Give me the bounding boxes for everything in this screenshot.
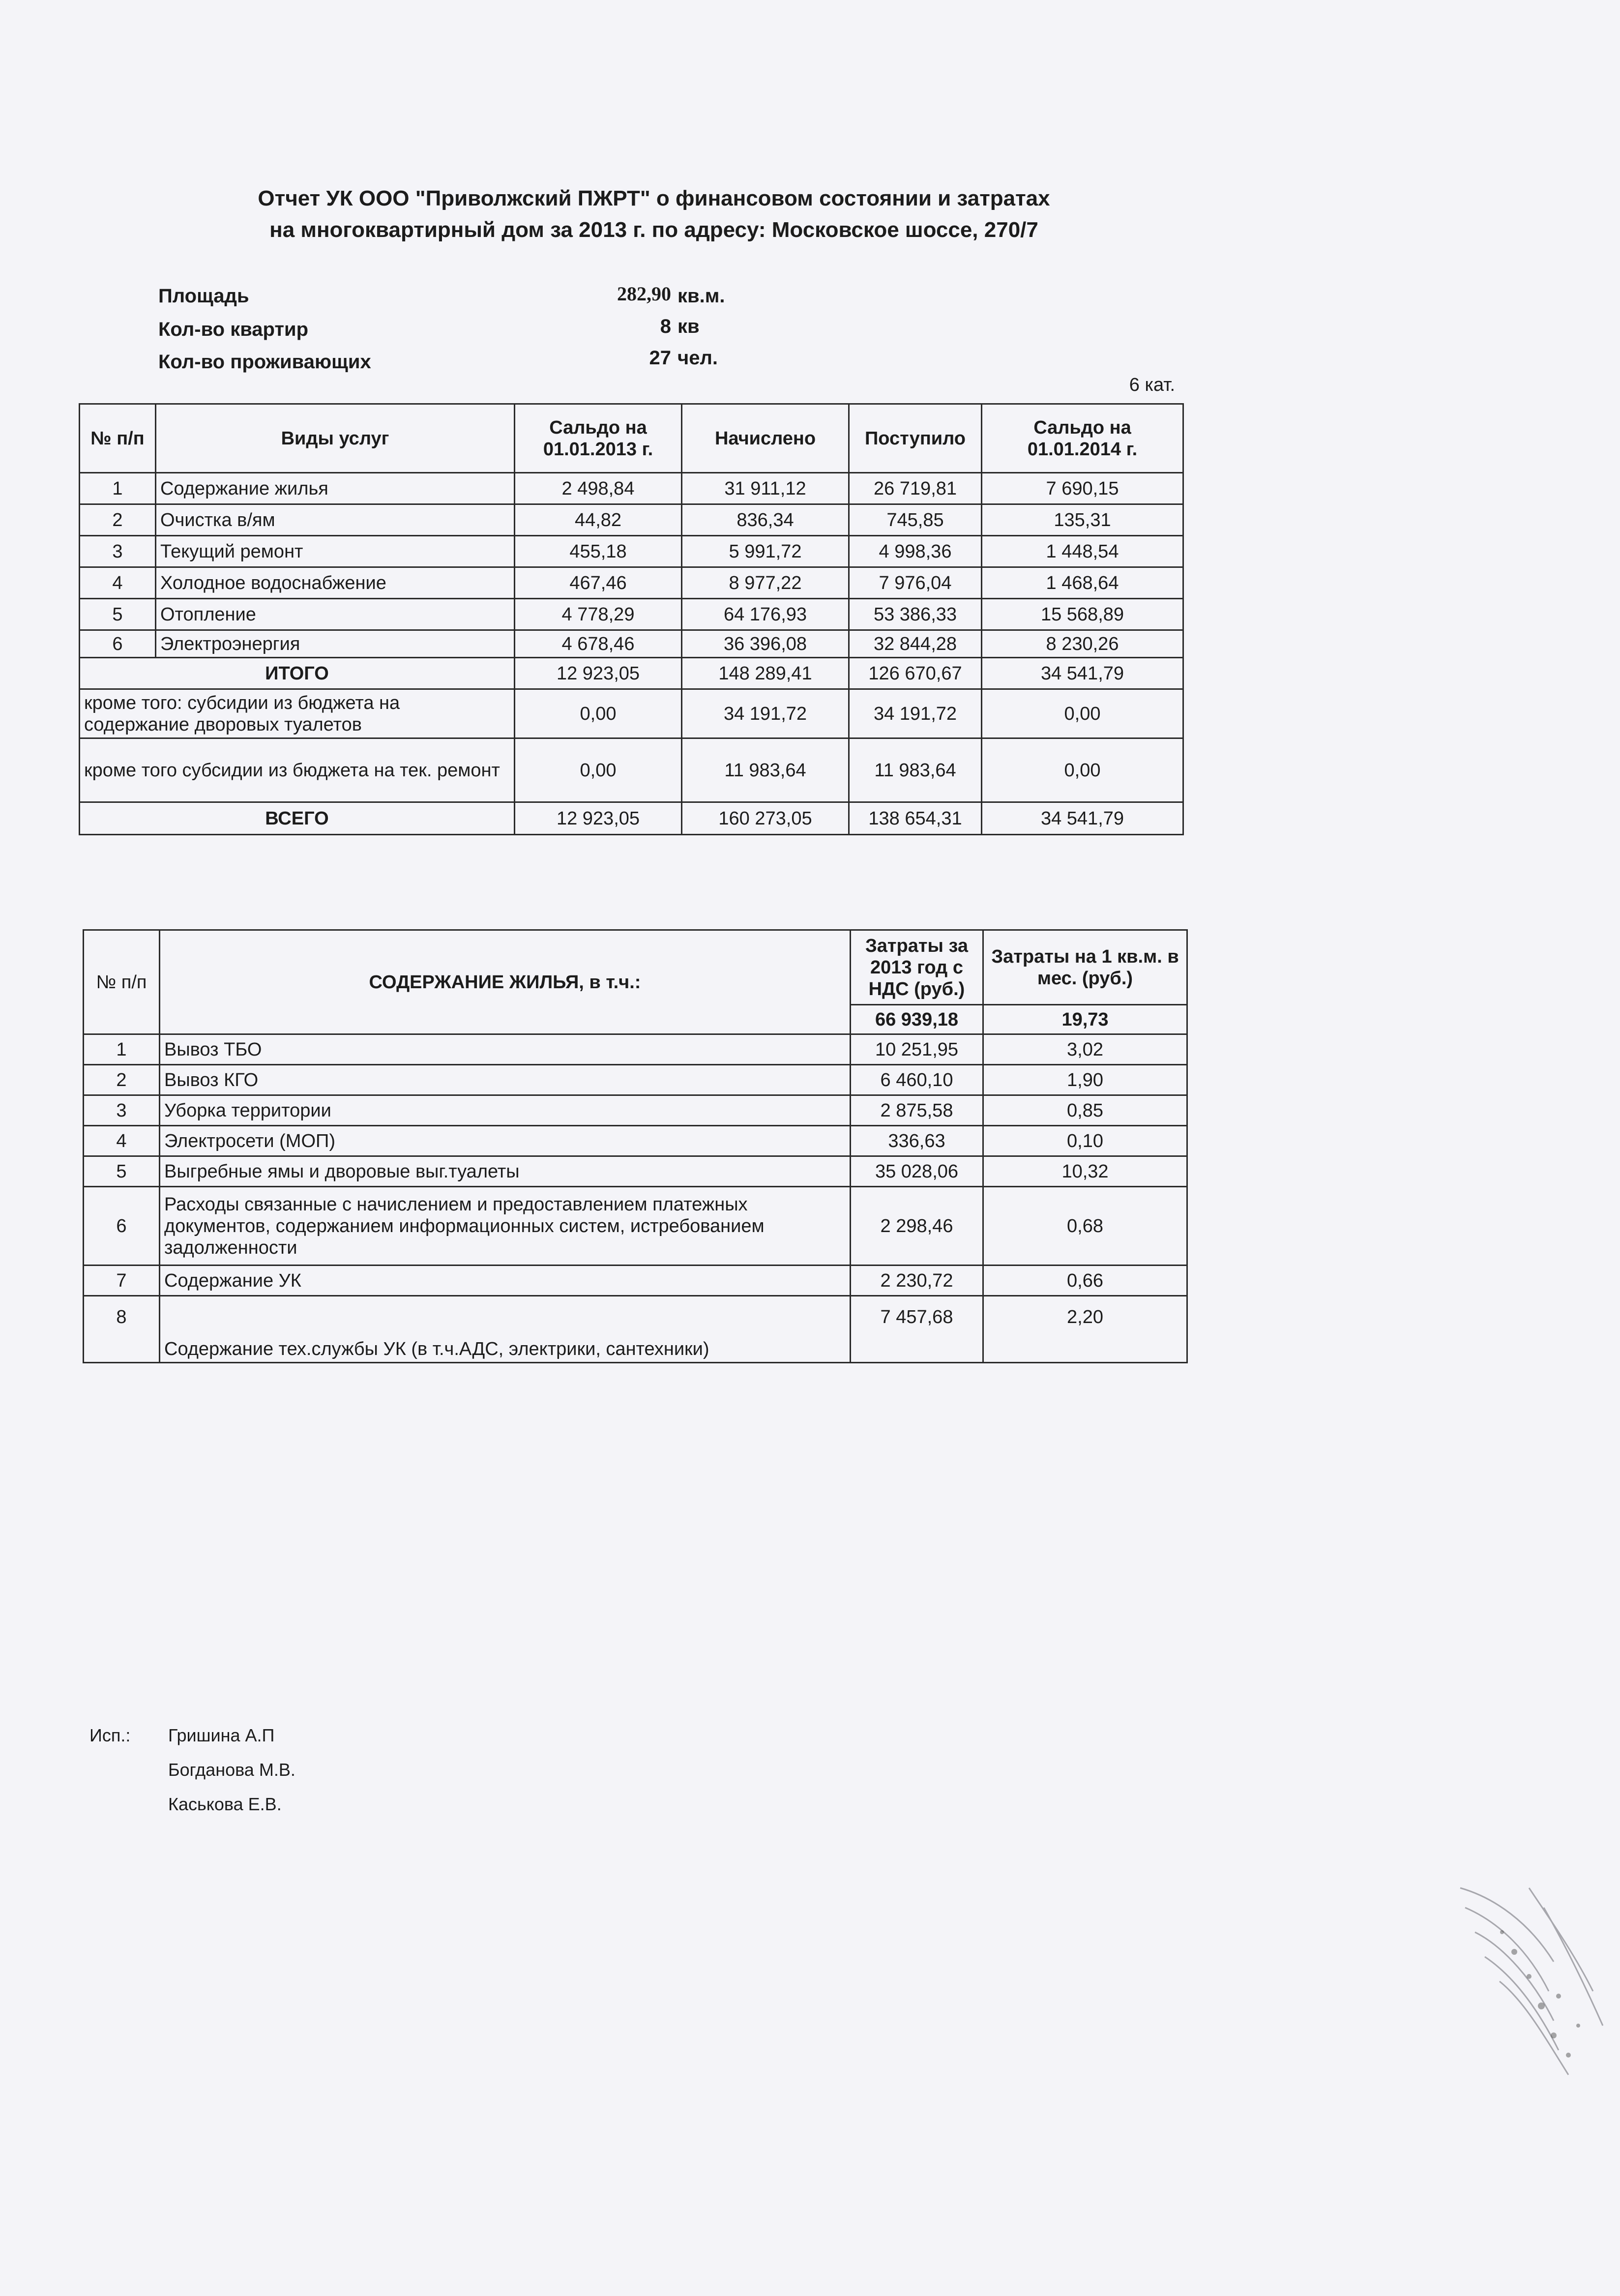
subsidy-toilets-charged: 34 191,72	[682, 689, 849, 738]
expenses-total-year: 66 939,18	[851, 1005, 983, 1034]
row-charged: 5 991,72	[682, 536, 849, 567]
total-row	[80, 658, 1183, 689]
row-received: 745,85	[849, 504, 982, 536]
row-saldo-start: 44,82	[515, 504, 682, 536]
expense-year: 336,63	[851, 1126, 983, 1156]
expense-per-m2: 0,68	[983, 1187, 1187, 1266]
table-row	[84, 1065, 1187, 1095]
info-residents-label: Кол-во проживающих	[158, 351, 371, 373]
info-apartments-unit: кв	[677, 316, 700, 337]
expense-name: Вывоз КГО	[160, 1065, 851, 1095]
subsidy-toilets-label: кроме того: субсидии из бюджета на содержание дворовых туалетов	[80, 689, 515, 738]
expense-number: 1	[84, 1034, 160, 1065]
expense-name: Расходы связанные с начислением и предоставлением платежных документов, содержанием информационных систем, истребованием задолженности	[160, 1187, 851, 1266]
balance-header-row	[80, 404, 1183, 473]
expense-name: Уборка территории	[160, 1095, 851, 1126]
row-number: 6	[80, 630, 156, 658]
total-label: ИТОГО	[80, 658, 515, 689]
table-row	[84, 1095, 1187, 1126]
subsidy-repair-saldo-start: 0,00	[515, 738, 682, 802]
header-number: № п/п	[80, 404, 156, 473]
info-area-label: Площадь	[158, 285, 249, 307]
expense-name: Электросети (МОП)	[160, 1126, 851, 1156]
executors-label: Исп.:	[89, 1725, 131, 1745]
row-saldo-start: 4 778,29	[515, 599, 682, 630]
grand-received: 138 654,31	[849, 802, 982, 835]
table-row	[84, 1296, 1187, 1363]
expense-year: 10 251,95	[851, 1034, 983, 1065]
info-apartments-value: 8	[660, 316, 671, 337]
report-title-line-1: Отчет УК ООО "Приволжский ПЖРТ" о финансовом состоянии и затратах	[258, 186, 1050, 210]
grand-total-label: ВСЕГО	[80, 802, 515, 835]
total-saldo-start: 12 923,05	[515, 658, 682, 689]
expenses-header-number: № п/п	[84, 930, 160, 1034]
expenses-header-item: СОДЕРЖАНИЕ ЖИЛЬЯ, в т.ч.:	[160, 930, 851, 1034]
total-charged: 148 289,41	[682, 658, 849, 689]
row-number: 2	[80, 504, 156, 536]
info-area-unit: кв.м.	[677, 285, 725, 307]
row-number: 3	[80, 536, 156, 567]
table-row	[84, 1034, 1187, 1065]
info-residents-value: 27	[649, 347, 671, 369]
category-label: 6 кат.	[1129, 375, 1175, 395]
expense-number: 2	[84, 1065, 160, 1095]
row-saldo-end: 7 690,15	[982, 473, 1183, 504]
expense-name: Вывоз ТБО	[160, 1034, 851, 1065]
row-service: Текущий ремонт	[156, 536, 515, 567]
grand-saldo-end: 34 541,79	[982, 802, 1183, 835]
row-saldo-end: 15 568,89	[982, 599, 1183, 630]
header-saldo-start: Сальдо на 01.01.2013 г.	[515, 404, 682, 473]
expense-number: 7	[84, 1266, 160, 1296]
expense-year: 2 875,58	[851, 1095, 983, 1126]
table-row	[84, 1126, 1187, 1156]
expense-year: 35 028,06	[851, 1156, 983, 1187]
expenses-total-per-m2: 19,73	[983, 1005, 1187, 1034]
table-row	[80, 536, 1183, 567]
subsidy-toilets-saldo-start: 0,00	[515, 689, 682, 738]
expense-per-m2: 3,02	[983, 1034, 1187, 1065]
expenses-header-year: Затраты за 2013 год с НДС (руб.)	[851, 930, 983, 1005]
subsidy-toilets-saldo-end: 0,00	[982, 689, 1183, 738]
row-received: 53 386,33	[849, 599, 982, 630]
row-received: 26 719,81	[849, 473, 982, 504]
row-service: Электроэнергия	[156, 630, 515, 658]
row-charged: 31 911,12	[682, 473, 849, 504]
expense-number: 5	[84, 1156, 160, 1187]
expense-name: Содержание УК	[160, 1266, 851, 1296]
expense-per-m2: 0,66	[983, 1266, 1187, 1296]
report-title-line-2: на многоквартирный дом за 2013 г. по адресу: Московское шоссе, 270/7	[269, 218, 1038, 242]
row-number: 4	[80, 567, 156, 599]
grand-total-row	[80, 802, 1183, 835]
row-service: Содержание жилья	[156, 473, 515, 504]
table-row	[84, 1187, 1187, 1266]
executor-name: Каськова Е.В.	[168, 1794, 282, 1814]
row-saldo-end: 1 448,54	[982, 536, 1183, 567]
subsidy-toilets-received: 34 191,72	[849, 689, 982, 738]
row-saldo-end: 1 468,64	[982, 567, 1183, 599]
row-charged: 8 977,22	[682, 567, 849, 599]
expense-per-m2: 10,32	[983, 1156, 1187, 1187]
row-number: 1	[80, 473, 156, 504]
table-row	[80, 567, 1183, 599]
total-received: 126 670,67	[849, 658, 982, 689]
row-service: Холодное водоснабжение	[156, 567, 515, 599]
row-service: Очистка в/ям	[156, 504, 515, 536]
grand-charged: 160 273,05	[682, 802, 849, 835]
table-row	[84, 1266, 1187, 1296]
row-received: 7 976,04	[849, 567, 982, 599]
header-received: Поступило	[849, 404, 982, 473]
table-row	[80, 504, 1183, 536]
table-row	[80, 630, 1183, 658]
table-row	[80, 473, 1183, 504]
total-saldo-end: 34 541,79	[982, 658, 1183, 689]
row-charged: 64 176,93	[682, 599, 849, 630]
subsidy-repair-saldo-end: 0,00	[982, 738, 1183, 802]
header-service: Виды услуг	[156, 404, 515, 473]
subsidy-repair-label: кроме того субсидии из бюджета на тек. ремонт	[80, 738, 515, 802]
row-saldo-end: 8 230,26	[982, 630, 1183, 658]
row-saldo-start: 4 678,46	[515, 630, 682, 658]
expenses-table	[83, 929, 1188, 1363]
row-charged: 836,34	[682, 504, 849, 536]
expense-per-m2: 2,20	[983, 1296, 1187, 1363]
report-title	[187, 183, 1121, 246]
table-row	[84, 1156, 1187, 1187]
subsidy-toilets-row	[80, 689, 1183, 738]
header-charged: Начислено	[682, 404, 849, 473]
row-received: 4 998,36	[849, 536, 982, 567]
expense-year: 2 230,72	[851, 1266, 983, 1296]
row-saldo-start: 2 498,84	[515, 473, 682, 504]
expenses-header-per-m2: Затраты на 1 кв.м. в мес. (руб.)	[983, 930, 1187, 1005]
expense-year: 6 460,10	[851, 1065, 983, 1095]
pencil-smudge-mark	[1455, 1878, 1613, 2085]
info-area-value: 282,90	[617, 283, 671, 305]
row-saldo-end: 135,31	[982, 504, 1183, 536]
expense-number: 6	[84, 1187, 160, 1266]
expense-name: Выгребные ямы и дворовые выг.туалеты	[160, 1156, 851, 1187]
expense-number: 8	[84, 1296, 160, 1363]
expenses-header-row	[84, 930, 1187, 1005]
subsidy-repair-row	[80, 738, 1183, 802]
expense-number: 4	[84, 1126, 160, 1156]
row-number: 5	[80, 599, 156, 630]
expense-year: 2 298,46	[851, 1187, 983, 1266]
expense-year: 7 457,68	[851, 1296, 983, 1363]
row-saldo-start: 467,46	[515, 567, 682, 599]
expense-per-m2: 0,85	[983, 1095, 1187, 1126]
expense-per-m2: 0,10	[983, 1126, 1187, 1156]
table-row	[80, 599, 1183, 630]
expense-name: Содержание тех.службы УК (в т.ч.АДС, электрики, сантехники)	[160, 1296, 851, 1363]
row-received: 32 844,28	[849, 630, 982, 658]
info-residents-unit: чел.	[677, 347, 718, 369]
subsidy-repair-received: 11 983,64	[849, 738, 982, 802]
executor-name: Гришина А.П	[168, 1725, 275, 1745]
row-saldo-start: 455,18	[515, 536, 682, 567]
row-charged: 36 396,08	[682, 630, 849, 658]
executor-name: Богданова М.В.	[168, 1760, 295, 1780]
grand-saldo-start: 12 923,05	[515, 802, 682, 835]
subsidy-repair-charged: 11 983,64	[682, 738, 849, 802]
row-service: Отопление	[156, 599, 515, 630]
expense-per-m2: 1,90	[983, 1065, 1187, 1095]
info-apartments-label: Кол-во квартир	[158, 319, 309, 340]
header-saldo-end: Сальдо на 01.01.2014 г.	[982, 404, 1183, 473]
balance-table	[79, 403, 1184, 835]
expense-number: 3	[84, 1095, 160, 1126]
